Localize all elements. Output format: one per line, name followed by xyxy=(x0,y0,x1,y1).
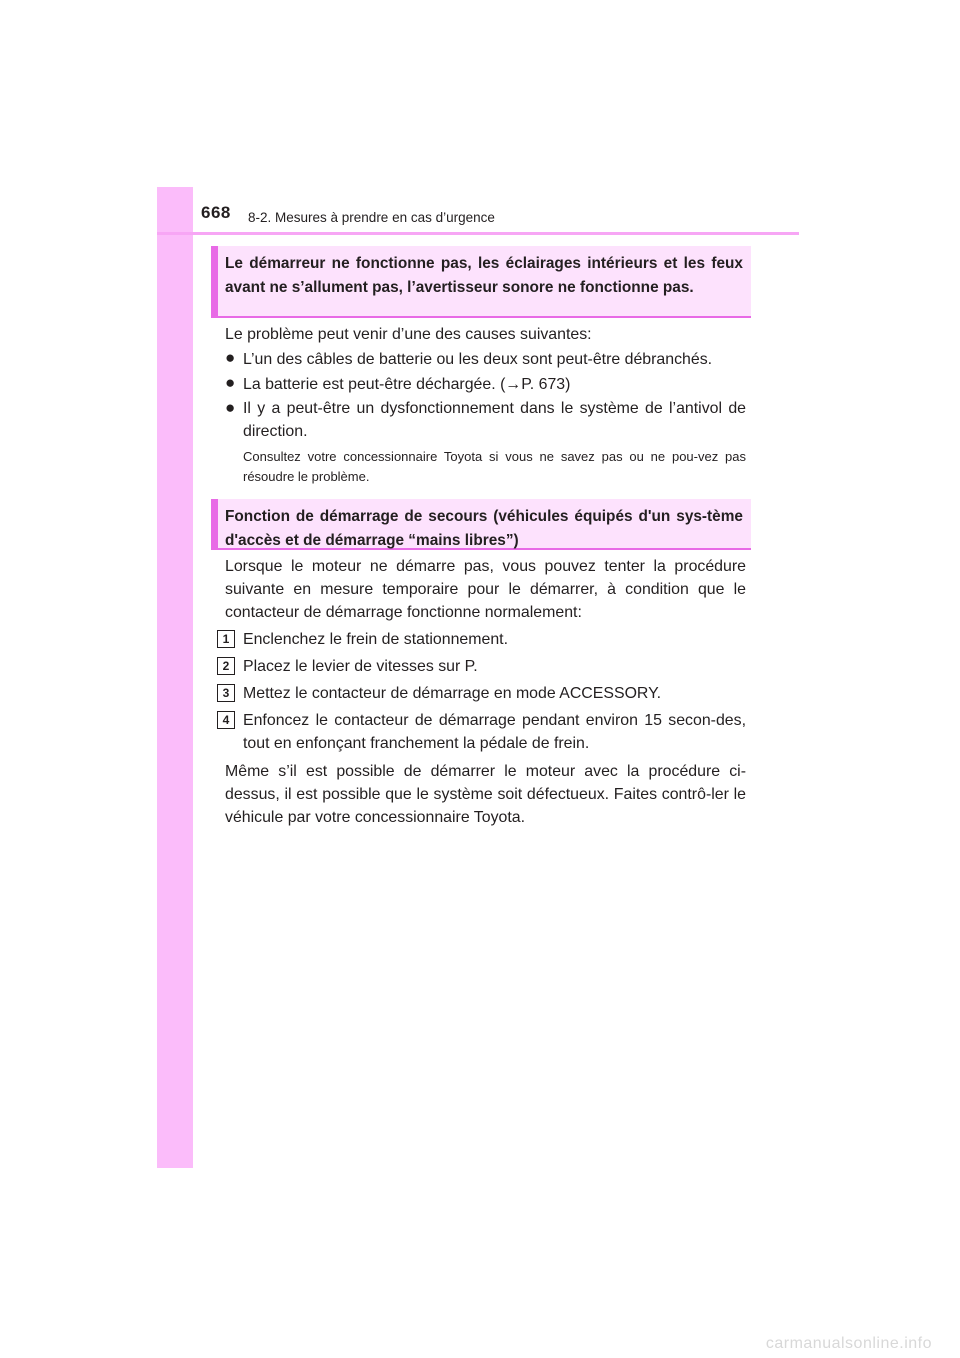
watermark-text: carmanualsonline.info xyxy=(765,1335,932,1352)
bullet-item-cables: L’un des câbles de batterie ou les deux sont peut-être débranchés. xyxy=(243,351,713,368)
bullet-dot: ● xyxy=(225,373,236,392)
page-number: 668 xyxy=(201,203,231,222)
heading-starter-fails: Le démarreur ne fonctionne pas, les éclairages intérieurs et les feux avant ne s’allument pas, l’avertisseur sonore ne fonctionne pas. xyxy=(211,246,751,318)
bullet-dot: ● xyxy=(225,398,236,417)
page-sidebar-tab xyxy=(157,187,193,1168)
step-text: Enfoncez le contacteur de démarrage pendant environ 15 secon-des, tout en enfonçant franchement la pédale de frein. xyxy=(243,712,746,752)
step-text: Placez le levier de vitesses sur P. xyxy=(243,658,478,675)
procedure-intro: Lorsque le moteur ne démarre pas, vous pouvez tenter la procédure suivante en mesure temporaire pour le démarrer, à condition que le contacteur de démarrage fonctionne normalement: xyxy=(225,558,746,621)
closing-paragraph: Même s’il est possible de démarrer le moteur avec la procédure ci-dessus, il est possible que le système soit défectueux. Faites contrô-ler le véhicule par votre concessionnaire Toyota. xyxy=(225,763,746,826)
step-number-badge: 2 xyxy=(217,657,235,675)
bullet-item-steering-lock: Il y a peut-être un dysfonctionnement dans le système de l’antivol de direction. xyxy=(243,400,746,440)
header-rule xyxy=(157,232,799,235)
section-title: 8-2. Mesures à prendre en cas d’urgence xyxy=(248,210,495,225)
bullet-item-battery: La batterie est peut-être déchargée. (→P. 673) xyxy=(243,376,571,393)
footer-watermark xyxy=(0,1330,960,1358)
step-number-badge: 4 xyxy=(217,711,235,729)
step-text: Mettez le contacteur de démarrage en mode ACCESSORY. xyxy=(243,685,662,702)
note-paragraph: Consultez votre concessionnaire Toyota si vous ne savez pas ou ne pou-vez pas résoudre le problème. xyxy=(243,449,746,484)
intro-paragraph: Le problème peut venir d’une des causes suivantes: xyxy=(225,326,592,343)
heading-emergency-start: Fonction de démarrage de secours (véhicules équipés d'un sys-tème d'accès et de démarrage “mains libres”) xyxy=(211,499,751,550)
bullet-dot: ● xyxy=(225,348,236,367)
step-number-badge: 3 xyxy=(217,684,235,702)
step-number-badge: 1 xyxy=(217,630,235,648)
step-text: Enclenchez le frein de stationnement. xyxy=(243,631,509,648)
